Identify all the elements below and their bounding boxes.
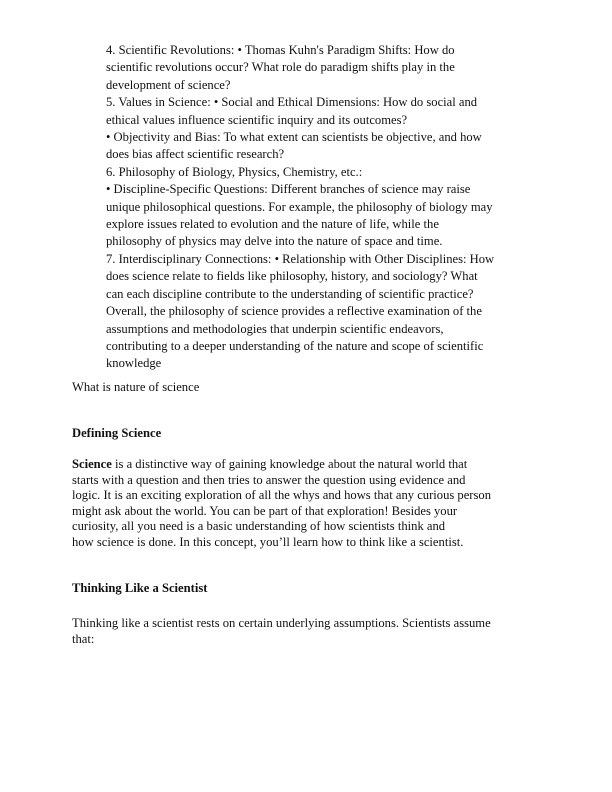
list-line: contributing to a deeper understanding of the nature and scope of scientific bbox=[106, 338, 484, 353]
list-line: 5. Values in Science: • Social and Ethical Dimensions: How do social and bbox=[106, 95, 478, 110]
paragraph-line: that: bbox=[72, 632, 95, 646]
list-line: 4. Scientific Revolutions: • Thomas Kuhn's Paradigm Shifts: How do bbox=[106, 43, 455, 57]
heading-defining-science: Defining Science bbox=[72, 426, 162, 440]
thinking-paragraph bbox=[72, 615, 491, 647]
paragraph-line: is a distinctive way of gaining knowledge about the natural world that bbox=[111, 457, 468, 471]
list-line: explore issues related to evolution and the nature of life, while the bbox=[106, 217, 439, 232]
question-text: What is nature of science bbox=[72, 380, 200, 394]
paragraph-line: how science is done. In this concept, you’ll learn how to think like a scientist. bbox=[72, 534, 464, 549]
list-line: • Discipline-Specific Questions: Different branches of science may raise bbox=[106, 182, 471, 197]
paragraph-line: might ask about the world. You can be part of that exploration! Besides your bbox=[72, 503, 458, 518]
science-paragraph bbox=[72, 457, 491, 551]
list-line: knowledge bbox=[106, 356, 162, 371]
list-line: assumptions and methodologies that underpin scientific endeavors, bbox=[106, 321, 444, 336]
list-line: ethical values influence scientific inquiry and its outcomes? bbox=[106, 112, 408, 127]
list-line: does bias affect scientific research? bbox=[106, 147, 285, 162]
list-line: scientific revolutions occur? What role do paradigm shifts play in the bbox=[106, 60, 455, 75]
list-line: can each discipline contribute to the understanding of scientific practice? bbox=[106, 286, 474, 301]
paragraph-line: Thinking like a scientist rests on certain underlying assumptions. Scientists assume bbox=[72, 616, 491, 630]
paragraph-line: starts with a question and then tries to answer the question using evidence and bbox=[72, 472, 466, 487]
list-line: Overall, the philosophy of science provides a reflective examination of the bbox=[106, 304, 482, 319]
paragraph-line: logic. It is an exciting exploration of all the whys and hows that any curious person bbox=[72, 488, 492, 503]
philosophy-list bbox=[106, 42, 494, 373]
science-term: Science bbox=[72, 457, 112, 471]
list-line: philosophy of physics may delve into the nature of space and time. bbox=[106, 234, 443, 249]
list-line: 7. Interdisciplinary Connections: • Relationship with Other Disciplines: How bbox=[106, 251, 495, 266]
list-line: • Objectivity and Bias: To what extent can scientists be objective, and how bbox=[106, 130, 482, 145]
paragraph-line: curiosity, all you need is a basic understanding of how scientists think and bbox=[72, 519, 446, 534]
list-line: unique philosophical questions. For example, the philosophy of biology may bbox=[106, 199, 493, 214]
list-line: 6. Philosophy of Biology, Physics, Chemistry, etc.: bbox=[106, 164, 363, 179]
list-line: does science relate to fields like philosophy, history, and sociology? What bbox=[106, 269, 478, 284]
heading-thinking-like-scientist: Thinking Like a Scientist bbox=[72, 581, 208, 595]
list-line: development of science? bbox=[106, 77, 231, 92]
